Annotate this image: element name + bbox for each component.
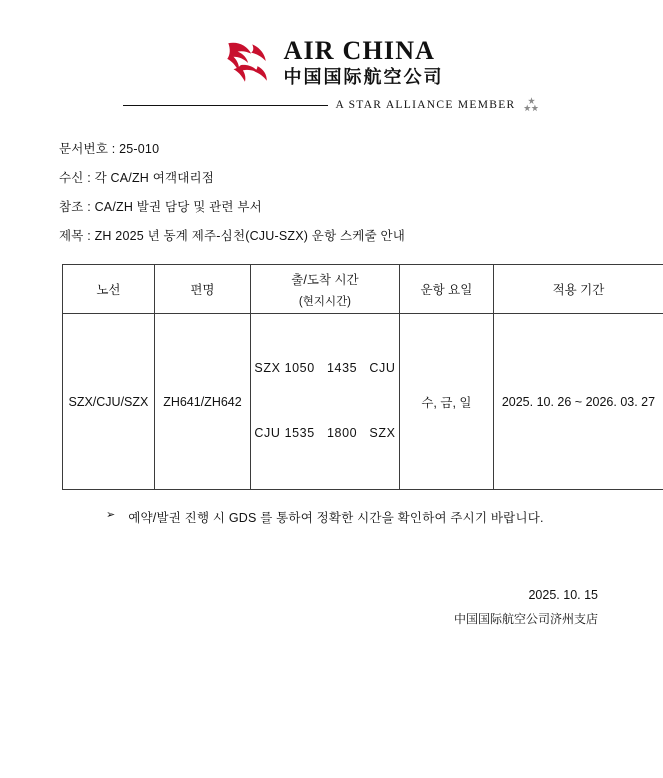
phoenix-logo-icon [220,36,272,88]
cell-times-outbound: SZX 1050 1435 CJU [251,358,399,380]
cell-period: 2025. 10. 26 ~ 2026. 03. 27 [493,314,663,490]
meta-doc-number: 문서번호 : 25-010 [59,139,631,157]
meta-subject: 제목 : ZH 2025 년 동계 제주-심천(CJU-SZX) 운항 스케줄 안내 [59,226,631,244]
logo-block [32,36,631,113]
header-days: 운항 요일 [399,265,493,314]
schedule-table [62,264,663,490]
document-page [0,36,663,778]
header-times-main: 출/도착 시간 [251,270,399,288]
star-alliance-label: A STAR ALLIANCE MEMBER [335,99,515,111]
cell-days: 수, 금, 일 [399,314,493,490]
cell-times [251,314,400,490]
footer-office: 中国国际航空公司济州支店 [32,608,598,631]
header-route: 노선 [63,265,155,314]
meta-reference: 참조 : CA/ZH 발권 담당 및 관련 부서 [59,197,631,215]
brand-name-cn: 中国国际航空公司 [284,69,444,87]
note-text: 예약/발권 진행 시 GDS 를 통하여 정확한 시간을 확인하여 주시기 바랍니다. [128,508,543,526]
document-footer [32,584,631,631]
header-times-sub: (현지시간) [251,293,399,309]
divider-left [123,105,328,106]
meta-recipient: 수신 : 각 CA/ZH 여객대리점 [59,168,631,186]
header-period: 적용 기간 [493,265,663,314]
note-block [106,508,631,526]
logo-text [284,38,444,87]
schedule-table-wrap [62,264,601,490]
star-alliance-row [123,96,539,113]
logo-row [220,36,444,88]
brand-name-en: AIR CHINA [284,38,444,64]
footer-date: 2025. 10. 15 [32,584,598,608]
header-flight: 편명 [154,265,250,314]
star-alliance-icon [523,96,540,113]
header-times [251,265,400,314]
cell-times-inbound: CJU 1535 1800 SZX [251,423,399,445]
table-row [63,314,663,490]
table-header-row [63,265,663,314]
bullet-arrow-icon: ➢ [106,508,115,524]
cell-flight: ZH641/ZH642 [154,314,250,490]
cell-route: SZX/CJU/SZX [63,314,155,490]
document-meta [59,139,631,244]
